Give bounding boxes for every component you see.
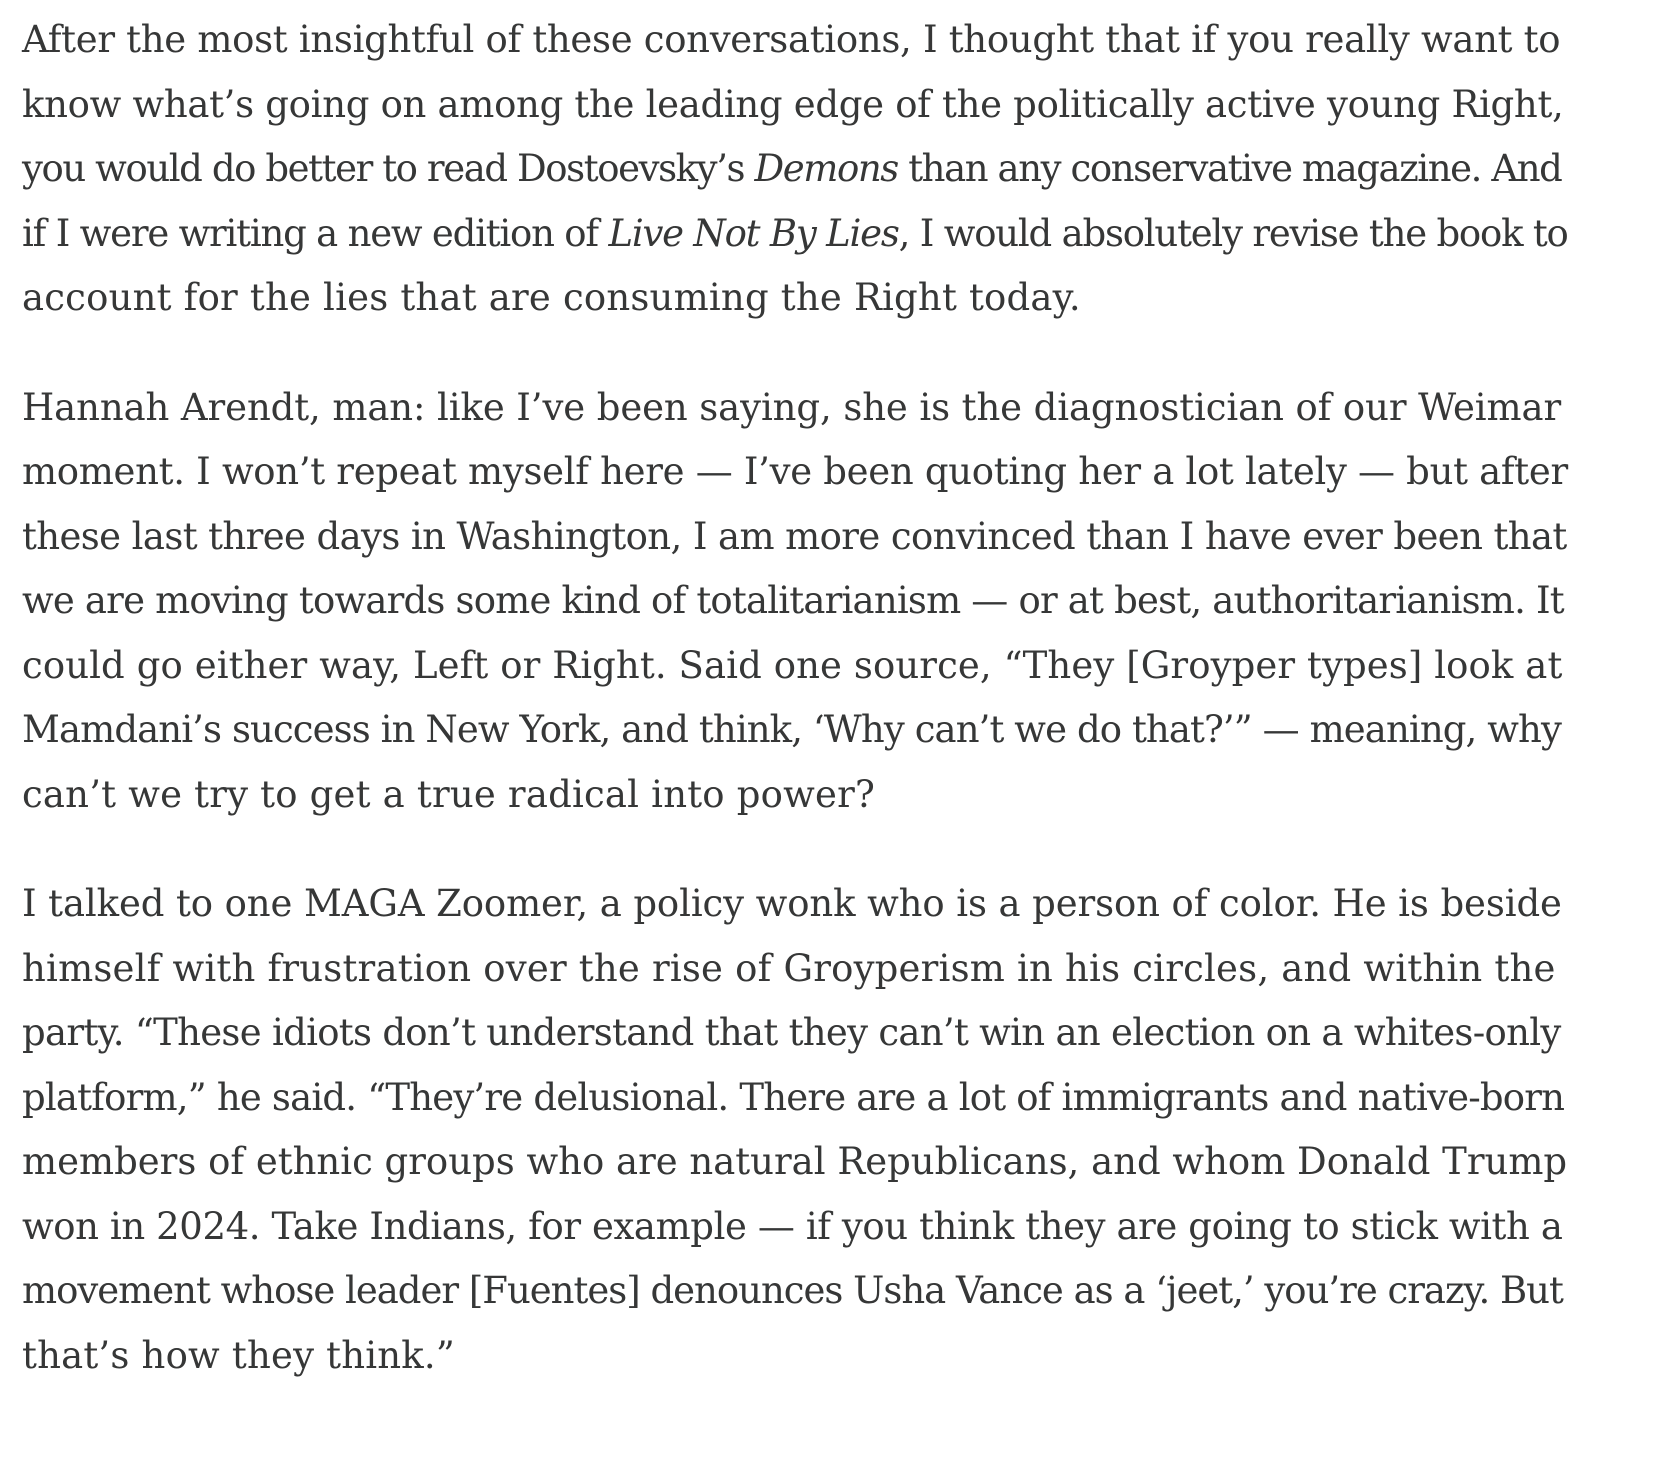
text-line bbox=[22, 1324, 1568, 1389]
text-run: Hannah Arendt, man: like I’ve been saying, she is the diagnostician of our Weimar bbox=[22, 385, 1562, 429]
text-line bbox=[22, 1195, 1568, 1260]
text-line bbox=[22, 1130, 1568, 1195]
text-line bbox=[22, 1001, 1568, 1066]
text-run: party. “These idiots don’t understand that they can’t win an election on a whites-only bbox=[22, 1011, 1561, 1054]
text-run: movement whose leader [Fuentes] denounces Usha Vance as a ‘jeet,’ you’re crazy. But bbox=[22, 1269, 1563, 1312]
text-run: we are moving towards some kind of totalitarianism — or at best, authoritarianism. It bbox=[22, 579, 1564, 622]
text-run: , I would absolutely revise the book to bbox=[898, 211, 1568, 255]
paragraph-2 bbox=[22, 376, 1568, 828]
article-body bbox=[22, 8, 1568, 1388]
text-run: platform,” he said. “They’re delusional. There are a lot of immigrants and native-born bbox=[22, 1075, 1565, 1119]
text-line bbox=[22, 440, 1568, 505]
text-run: won in 2024. Take Indians, for example — if you think they are going to stick with a bbox=[22, 1204, 1563, 1248]
text-line bbox=[22, 505, 1568, 570]
text-run: moment. I won’t repeat myself here — I’ve been quoting her a lot lately — but after bbox=[22, 450, 1568, 493]
text-run: than any conservative magazine. And bbox=[897, 147, 1562, 190]
text-line bbox=[22, 8, 1568, 73]
text-run: members of ethnic groups who are natural Republicans, and whom Donald Trump bbox=[22, 1140, 1568, 1183]
text-run: these last three days in Washington, I am more convinced than I have ever been that bbox=[22, 514, 1567, 558]
text-line bbox=[22, 202, 1568, 267]
text-line bbox=[22, 1259, 1568, 1324]
text-run: can’t we try to get a true radical into power? bbox=[22, 772, 875, 816]
text-line bbox=[22, 1066, 1568, 1131]
paragraph-3 bbox=[22, 872, 1568, 1388]
italic-title: Demons bbox=[754, 147, 898, 190]
text-run: you would do better to read Dostoevsky’s bbox=[22, 147, 755, 190]
text-line bbox=[22, 569, 1568, 634]
text-run: Mamdani’s success in New York, and think, ‘Why can’t we do that?’” — meaning, why bbox=[22, 708, 1561, 751]
text-line bbox=[22, 937, 1568, 1002]
text-line bbox=[22, 634, 1568, 699]
text-run: After the most insightful of these conversations, I thought that if you really want to bbox=[22, 18, 1561, 61]
text-run: I talked to one MAGA Zoomer, a policy wonk who is a person of color. He is beside bbox=[22, 882, 1562, 925]
text-run: if I were writing a new edition of bbox=[22, 211, 609, 255]
text-run: could go either way, Left or Right. Said one source, “They [Groyper types] look at bbox=[22, 643, 1563, 687]
text-line bbox=[22, 137, 1568, 202]
text-line bbox=[22, 73, 1568, 138]
text-run: that’s how they think.” bbox=[22, 1333, 455, 1377]
text-line bbox=[22, 698, 1568, 763]
text-line bbox=[22, 266, 1568, 331]
paragraph-1 bbox=[22, 8, 1568, 331]
text-run: account for the lies that are consuming the Right today. bbox=[22, 276, 1081, 319]
text-run: know what’s going on among the leading edge of the politically active young Right, bbox=[22, 82, 1564, 126]
text-run: himself with frustration over the rise of Groyperism in his circles, and within the bbox=[22, 946, 1556, 990]
italic-title: Live Not By Lies bbox=[608, 211, 899, 255]
text-line bbox=[22, 763, 1568, 828]
text-line bbox=[22, 376, 1568, 441]
text-line bbox=[22, 872, 1568, 937]
